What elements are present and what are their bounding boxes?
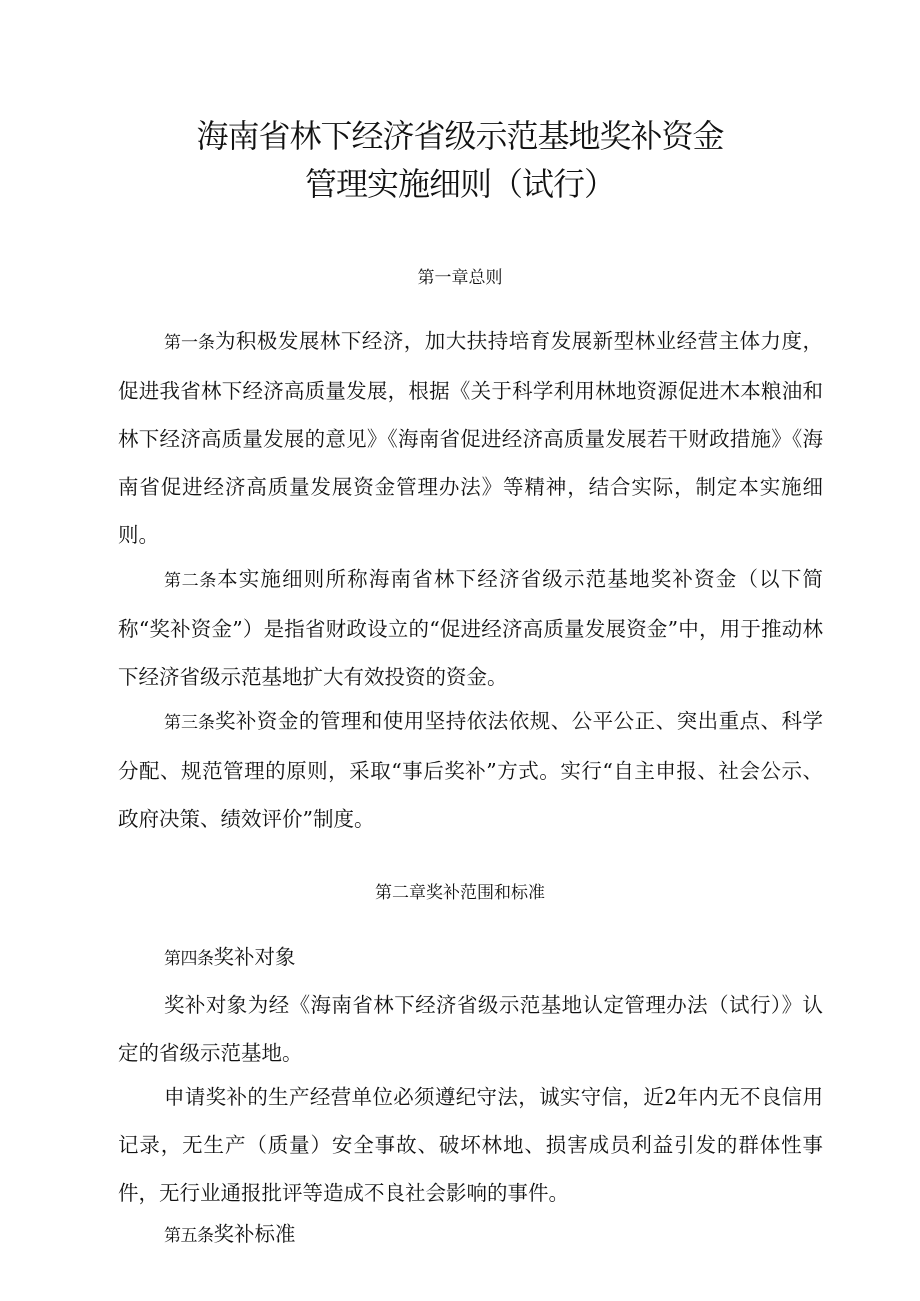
article-2-label: 第二条 [164, 571, 218, 591]
chapter-heading-1: 第一章总则 [417, 268, 503, 288]
document-title-line-2: 管理实施细则（试行） [304, 165, 615, 203]
article-4-label: 第四条 [164, 949, 214, 969]
paragraph-eligibility: 申请奖补的生产经营单位必须遵纪守法，诚实守信，近2年内无不良信用记录，无生产（质量）安全事故、破坏林地、损害成员利益引发的群体性事件，无行业通报批评等造成不良社会影响的事件。 [118, 1085, 823, 1205]
article-5-label: 第五条 [164, 1226, 214, 1246]
article-1-text: 为积极发展林下经济，加大扶持培育发展新型林业经营主体力度，促进我省林下经济高质量发展，根据《关于科学利用林地资源促进木本粮油和林下经济高质量发展的意见》《海南省促进经济高质量发展若干财政措施》《海南省促进经济高质量发展资金管理办法》等精神，结合实际，制定本实施细则。 [118, 329, 823, 547]
article-1 [118, 317, 823, 559]
chapter-heading-2: 第二章奖补范围和标准 [375, 883, 545, 903]
article-3 [118, 697, 823, 843]
document-title-line-1: 海南省林下经济省级示范基地奖补资金 [196, 117, 724, 155]
article-3-label: 第三条 [164, 713, 215, 733]
article-2-text: 本实施细则所称海南省林下经济省级示范基地奖补资金（以下简称“奖补资金”）是指省财政设立的“促进经济高质量发展资金”中，用于推动林下经济省级示范基地扩大有效投资的资金。 [118, 567, 824, 689]
article-2 [118, 555, 823, 701]
article-4-text: 奖补对象 [213, 945, 296, 969]
article-4 [118, 933, 823, 983]
paragraph-award-target: 奖补对象为经《海南省林下经济省级示范基地认定管理办法（试行）》认定的省级示范基地。 [118, 993, 823, 1065]
article-3-text: 奖补资金的管理和使用坚持依法依规、公平公正、突出重点、科学分配、规范管理的原则，采取“事后奖补”方式。实行“自主申报、社会公示、政府决策、绩效评价”制度。 [118, 709, 823, 831]
article-1-label: 第一条 [164, 333, 215, 353]
article-5 [118, 1210, 823, 1260]
article-5-text: 奖补标准 [213, 1222, 296, 1246]
